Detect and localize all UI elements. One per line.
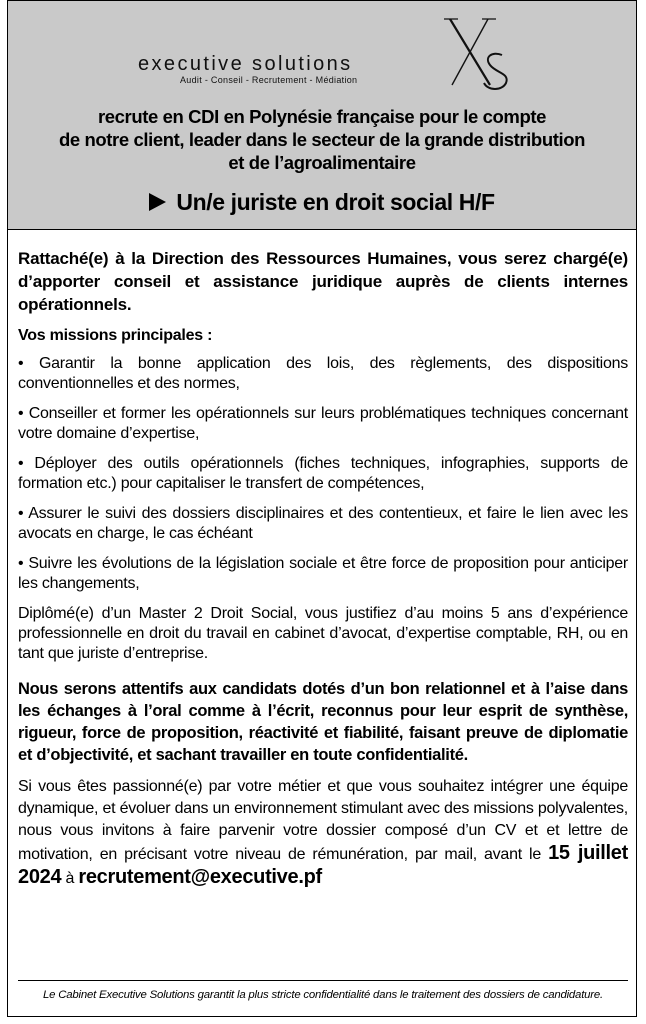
play-arrow-icon — [149, 193, 166, 211]
footer-divider — [18, 980, 628, 981]
job-title-text: Un/e juriste en droit social H/F — [176, 189, 495, 215]
missions-heading: Vos missions principales : — [18, 327, 213, 344]
mission-item: • Assurer le suivi des dossiers disciplinaires et des contentieux, et faire le lien avec les avocats en charge, le cas échéant — [18, 505, 628, 542]
mission-item: • Conseiller et former les opérationnels sur leurs problématiques techniques concernant votre domaine d’expertise, — [18, 405, 628, 442]
intro-text — [28, 105, 616, 174]
mission-item: • Déployer des outils opérationnels (fiches techniques, infographies, supports de formation etc.) pour capitaliser le transfert de compétences, — [18, 455, 628, 492]
xs-monogram-logo — [444, 15, 514, 91]
requirements-paragraph: Diplômé(e) d’un Master 2 Droit Social, vous justifiez d’au moins 5 ans d’expérience professionnelle en droit du travail en cabinet d’avocat, d’expertise comptable, RH, ou en tant que juriste d’entreprise. — [18, 605, 628, 662]
header-banner — [8, 1, 636, 230]
mission-item: • Suivre les évolutions de la législation sociale et être force de proposition pour anticiper les changements, — [18, 555, 628, 592]
intro-line-1: recrute en CDI en Polynésie française pour le compte — [97, 106, 547, 127]
application-text: Si vous êtes passionné(e) par votre métier et que vous souhaitez intégrer une équipe dynamique, et évoluer dans un environnement stimulant avec des missions polyvalentes, nous vous invitons à faire parvenir votre dossier composé d’un CV et et lettre de motivation, en précisant votre niveau de rémunération, par mail, avant le — [18, 778, 628, 863]
intro-line-3: et de l’agroalimentaire — [228, 152, 416, 173]
job-ad-frame — [7, 0, 637, 1017]
company-tagline: Audit - Conseil - Recrutement - Médiation — [180, 75, 358, 85]
deadline-date: 15 juillet 2024 — [18, 842, 628, 888]
job-title — [8, 189, 636, 216]
contact-email-link[interactable]: recrutement@executive.pf — [78, 866, 322, 888]
application-connector: à — [65, 870, 75, 887]
intro-line-2: de notre client, leader dans le secteur de la grande distribution — [58, 129, 586, 150]
confidentiality-notice: Le Cabinet Executive Solutions garantit la plus stricte confidentialité dans le traitement des dossiers de candidature. — [43, 989, 603, 1001]
profile-paragraph: Nous serons attentifs aux candidats dotés d’un bon relationnel et à l’aise dans les échanges à l’oral comme à l’écrit, reconnus pour leur esprit de synthèse, rigueur, force de proposition, réactivité et fiabilité, faisant preuve de diplomatie et d’objectivité, et sachant travailler en toute confidentialité. — [18, 680, 628, 764]
role-summary: Rattaché(e) à la Direction des Ressources Humaines, vous serez chargé(e) d’apporter conseil et assistance juridique auprès de clients internes opérationnels. — [18, 249, 628, 314]
company-name: executive solutions — [138, 53, 353, 75]
company-logo — [8, 11, 636, 91]
mission-item: • Garantir la bonne application des lois, des règlements, des dispositions conventionnelles et des normes, — [18, 355, 628, 392]
application-paragraph — [18, 776, 628, 890]
ad-body — [18, 247, 628, 890]
